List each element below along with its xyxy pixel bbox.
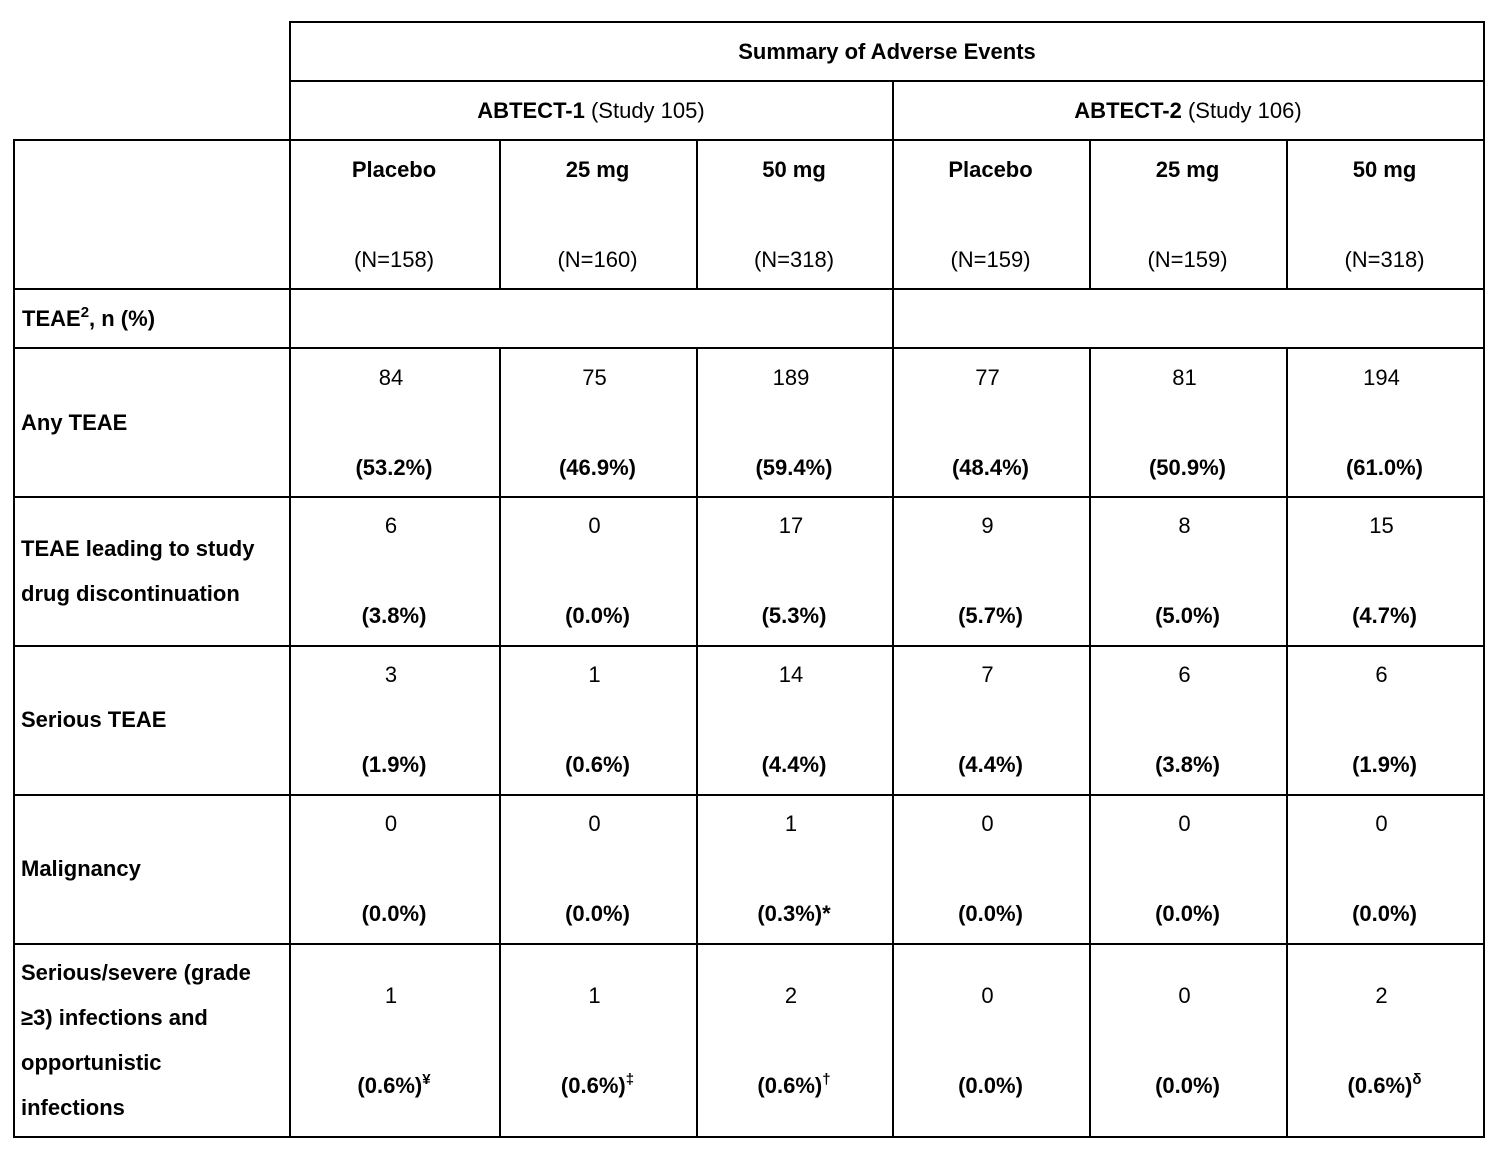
footnote-mark: ‡: [625, 1071, 635, 1088]
row-label: infections: [21, 1095, 125, 1120]
rule-arm-head-1: [696, 139, 698, 289]
cell-percent: (48.4%): [951, 455, 1030, 480]
rule-arm-body-0: [499, 347, 501, 1138]
cell-count: 14: [778, 662, 804, 687]
rule-below-teae: [13, 347, 1485, 349]
cell-count: 6: [1375, 662, 1388, 687]
rule-arm-body-3: [1286, 347, 1288, 1138]
cell-count: 1: [588, 662, 601, 687]
cell-percent: (59.4%): [755, 455, 833, 480]
table-border-left: [13, 139, 15, 1138]
study-header: [1074, 98, 1301, 124]
cell-percent: (1.9%): [1352, 752, 1417, 777]
arm-label: Placebo: [948, 157, 1033, 182]
rule-label-col: [289, 21, 291, 1138]
cell-count: 2: [784, 983, 798, 1008]
rule-row-4: [13, 943, 1485, 945]
row-label: Any TEAE: [21, 409, 128, 435]
arm-n: (N=318): [1344, 247, 1425, 272]
cell-count: 81: [1172, 365, 1197, 390]
arm-n: (N=159): [1147, 247, 1228, 272]
row-label: Serious TEAE: [21, 707, 167, 732]
teae-section-header: [22, 306, 155, 332]
footnote-mark: δ: [1412, 1071, 1422, 1088]
row-label: opportunistic: [21, 1050, 162, 1075]
arm-n: (N=318): [753, 247, 835, 272]
arm-label: 50 mg: [1352, 157, 1417, 182]
cell-count: 77: [975, 365, 1000, 390]
cell-count: 0: [588, 811, 601, 836]
teae-suffix: , n (%): [89, 306, 156, 331]
study-number: (Study 106): [1181, 98, 1302, 123]
rule-arm-body-2: [1089, 347, 1091, 1138]
cell-percent: (3.8%): [1155, 752, 1220, 777]
cell-count: 8: [1178, 513, 1191, 538]
arm-label: 50 mg: [762, 157, 826, 182]
cell-percent: (0.0%): [565, 901, 630, 926]
row-label: Serious/severe (grade: [21, 960, 251, 985]
footnote-mark: †: [822, 1071, 831, 1088]
rule-arm-body-1: [696, 347, 698, 1138]
study-name: ABTECT-2: [1074, 98, 1182, 123]
cell-percent: $(0.6\%)^\delta$: [1347, 1071, 1422, 1098]
rule-row-1: [13, 496, 1485, 498]
rule-below-study: [13, 139, 1485, 141]
cell-count: 6: [384, 513, 398, 538]
cell-count: 189: [772, 365, 810, 390]
rule-study-split: [892, 80, 894, 1138]
row-label: ≥3) infections and: [21, 1005, 208, 1030]
cell-count: 0: [1375, 811, 1388, 836]
cell-percent: (5.3%): [761, 603, 827, 628]
cell-count: 6: [1178, 662, 1191, 687]
cell-count: 75: [582, 365, 607, 390]
cell-count: 1: [384, 983, 398, 1008]
cell-count: 84: [378, 365, 404, 390]
rule-arm-head-0: [499, 139, 501, 289]
cell-percent: (0.6%)¥: [357, 1071, 431, 1098]
cell-percent: (4.4%): [958, 752, 1023, 777]
rule-arm-head-2: [1089, 139, 1091, 289]
cell-count: 9: [981, 513, 994, 538]
arm-label: 25 mg: [1155, 157, 1220, 182]
cell-count: 17: [778, 513, 804, 538]
cell-count: 0: [1178, 983, 1191, 1008]
cell-percent: (0.0%): [1352, 901, 1417, 926]
cell-percent: (0.0%): [958, 1073, 1023, 1098]
rule-below-arms: [13, 288, 1485, 290]
rule-row-2: [13, 645, 1485, 647]
cell-percent: (0.3%)*: [757, 901, 831, 926]
arm-n: (N=158): [353, 247, 435, 272]
teae-footnote-mark: 2: [80, 304, 90, 321]
cell-percent: (61.0%): [1345, 455, 1424, 480]
cell-percent: (3.8%): [361, 603, 427, 628]
cell-percent: (1.9%): [361, 752, 427, 777]
cell-count: 0: [981, 983, 994, 1008]
cell-percent: (0.6%)‡: [560, 1071, 635, 1098]
cell-percent: (0.0%): [1155, 1073, 1220, 1098]
cell-count: 15: [1369, 513, 1394, 538]
cell-percent: (0.0%): [565, 603, 630, 628]
rule-row-3: [13, 794, 1485, 796]
study-header: [477, 98, 704, 124]
arm-label: Placebo: [351, 157, 437, 182]
table-title: Summary of Adverse Events: [738, 39, 1036, 64]
row-label: drug discontinuation: [21, 580, 240, 606]
cell-count: 0: [981, 811, 994, 836]
study-name: ABTECT-1: [477, 98, 585, 123]
cell-count: 7: [981, 662, 994, 687]
study-number: (Study 105): [584, 98, 705, 123]
rule-below-title: [289, 80, 1485, 82]
table-border-bottom: [13, 1136, 1485, 1138]
cell-count: 3: [384, 662, 398, 687]
cell-percent: (0.6%)†: [757, 1071, 831, 1098]
cell-percent: (46.9%): [558, 455, 637, 480]
cell-percent: (0.0%): [958, 901, 1023, 926]
cell-count: 2: [1375, 983, 1388, 1008]
table-border-right: [1483, 21, 1485, 1138]
cell-count: 0: [588, 513, 601, 538]
cell-percent: (5.7%): [958, 603, 1023, 628]
cell-count: 194: [1363, 365, 1400, 390]
cell-count: 0: [384, 811, 398, 836]
cell-percent: (0.6%): [565, 752, 630, 777]
cell-percent: (4.7%): [1352, 603, 1417, 628]
cell-count: 0: [1178, 811, 1191, 836]
arm-n: (N=159): [950, 247, 1031, 272]
table-border-top: [289, 21, 1485, 23]
teae-text: TEAE: [22, 306, 81, 331]
cell-percent: (4.4%): [761, 752, 827, 777]
row-label: TEAE leading to study: [21, 535, 255, 561]
rule-arm-head-3: [1286, 139, 1288, 289]
row-label: Malignancy: [21, 856, 141, 881]
cell-percent: (5.0%): [1155, 603, 1220, 628]
cell-percent: (0.0%): [361, 901, 427, 926]
cell-percent: (53.2%): [355, 455, 433, 480]
footnote-mark: ¥: [422, 1071, 431, 1088]
cell-percent: (50.9%): [1148, 455, 1227, 480]
arm-n: (N=160): [557, 247, 638, 272]
cell-percent: (0.0%): [1155, 901, 1220, 926]
cell-count: 1: [784, 811, 798, 836]
cell-count: 1: [588, 983, 601, 1008]
arm-label: 25 mg: [565, 157, 630, 182]
